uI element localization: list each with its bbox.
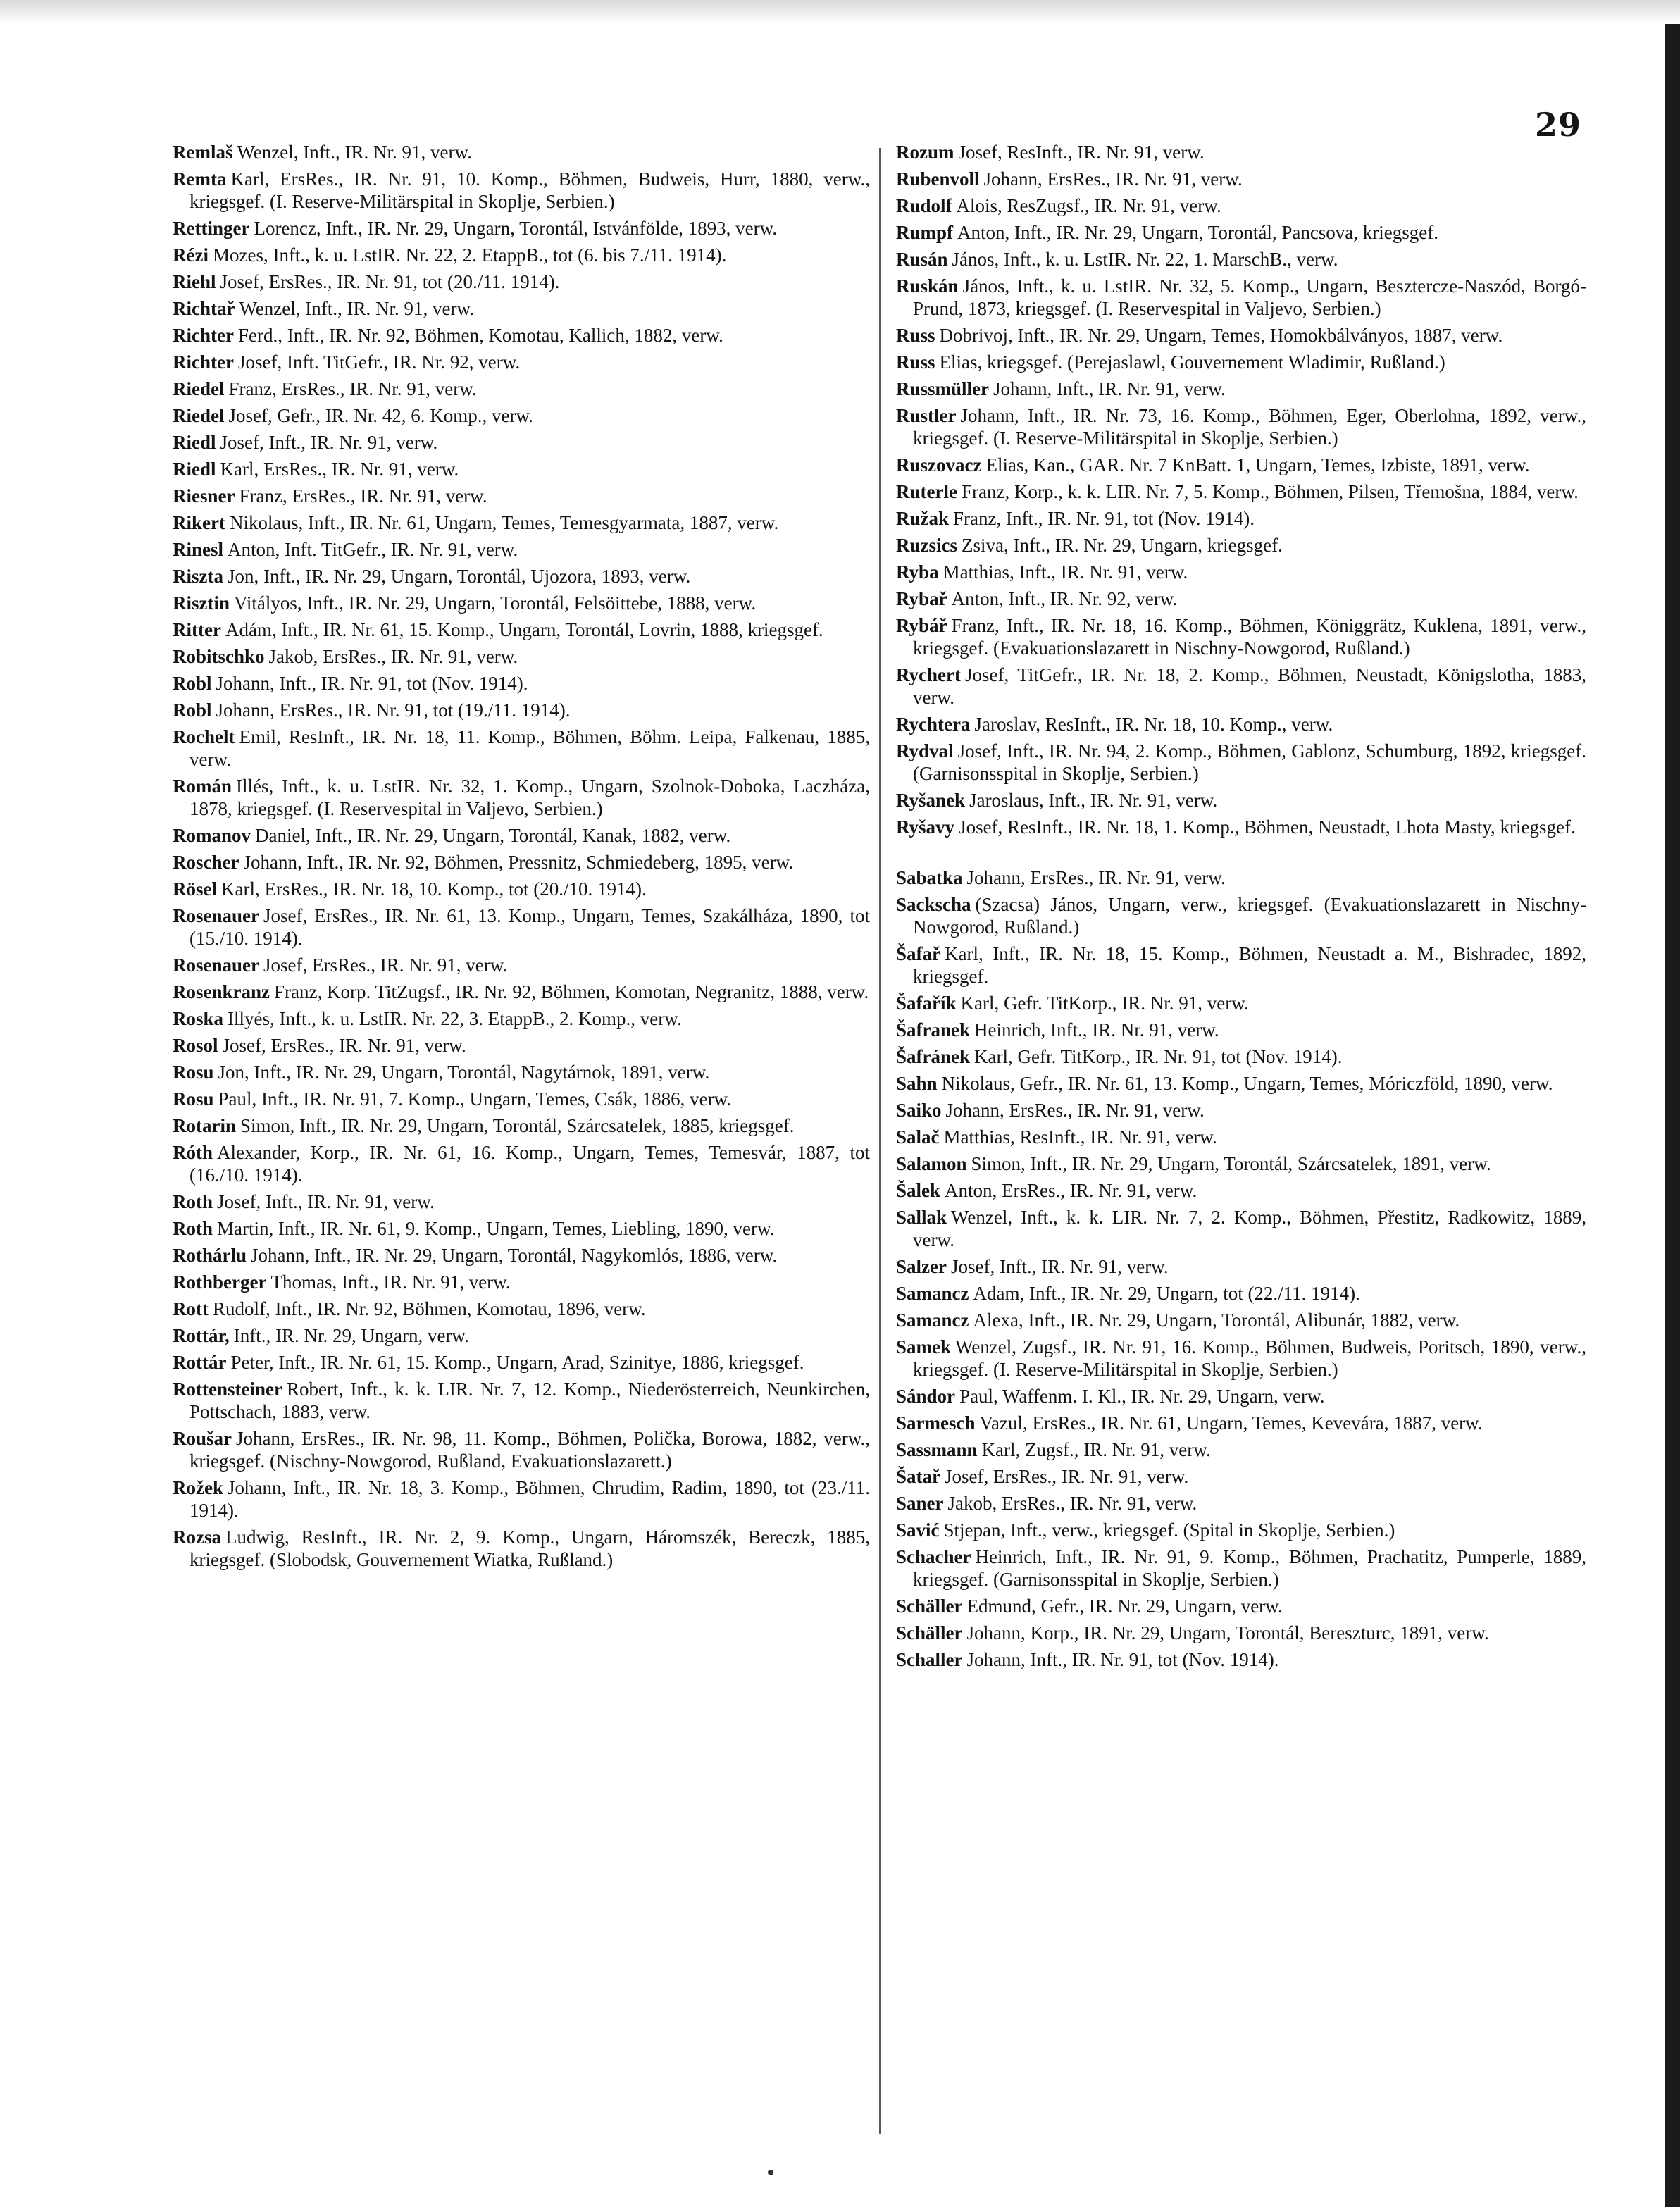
entry-surname: Riedel <box>173 378 225 399</box>
register-entry <box>896 816 1586 838</box>
entry-details: Anton, Inft. TitGefr., IR. Nr. 91, verw. <box>228 539 518 560</box>
entry-details: Johann, ErsRes., IR. Nr. 98, 11. Komp., Böhmen, Polička, Borowa, 1882, verw., kriegsgef. (Nischny-Nowgorod, Rußland, Evakuationslazarett.) <box>189 1428 870 1472</box>
entry-surname: Russ <box>896 325 935 346</box>
entry-details: Franz, ErsRes., IR. Nr. 91, verw. <box>228 378 477 399</box>
entry-details: Nikolaus, Inft., IR. Nr. 61, Ungarn, Temes, Temesgyarmata, 1887, verw. <box>229 512 779 533</box>
entry-details: Illés, Inft., k. u. LstIR. Nr. 32, 1. Komp., Ungarn, Szolnok-Doboka, Laczháza, 1878, kriegsgef. (I. Reservespital in Valjevo, Serbien.) <box>189 776 870 819</box>
register-entry <box>896 1519 1586 1541</box>
register-entry <box>896 1282 1586 1305</box>
register-entry <box>896 248 1586 271</box>
entry-surname: Rotarin <box>173 1115 236 1136</box>
entry-surname: Sarmesch <box>896 1412 976 1434</box>
entry-details: Alois, ResZugsf., IR. Nr. 91, verw. <box>956 195 1221 216</box>
register-entry <box>896 713 1586 735</box>
entry-details: Josef, TitGefr., IR. Nr. 18, 2. Komp., Böhmen, Neustadt, Königslotha, 1883, verw. <box>913 664 1586 708</box>
entry-surname: Schäller <box>896 1596 963 1617</box>
register-entry <box>173 1324 870 1347</box>
entry-surname: Samek <box>896 1336 952 1357</box>
entry-surname: Rikert <box>173 512 225 533</box>
register-entry <box>896 1622 1586 1644</box>
entry-details: Elias, Kan., GAR. Nr. 7 KnBatt. 1, Ungarn, Temes, Izbiste, 1891, verw. <box>985 454 1530 475</box>
entry-details: Franz, Inft., IR. Nr. 91, tot (Nov. 1914). <box>953 508 1255 529</box>
register-entry <box>896 943 1586 988</box>
entry-details: Jakob, ErsRes., IR. Nr. 91, verw. <box>268 646 518 667</box>
entry-surname: Rottensteiner <box>173 1379 282 1400</box>
register-entry <box>173 565 870 588</box>
entry-surname: Saner <box>896 1493 944 1514</box>
register-entry <box>173 1007 870 1030</box>
register-entry <box>896 194 1586 217</box>
entry-surname: Ruskán <box>896 275 959 297</box>
entry-details: Josef, ErsRes., IR. Nr. 61, 13. Komp., Ungarn, Temes, Szakálháza, 1890, tot (15./10. 1914). <box>189 905 870 949</box>
entry-surname: Richtař <box>173 298 235 319</box>
entry-surname: Salamon <box>896 1153 967 1174</box>
entry-surname: Salzer <box>896 1256 947 1277</box>
register-entry <box>896 1438 1586 1461</box>
entry-surname: Robl <box>173 700 212 721</box>
entry-details: Thomas, Inft., IR. Nr. 91, verw. <box>270 1272 511 1293</box>
entry-surname: Riedel <box>173 405 225 426</box>
register-entry <box>896 664 1586 709</box>
entry-details: Josef, ErsRes., IR. Nr. 91, verw. <box>222 1035 466 1056</box>
entry-surname: Rubenvoll <box>896 168 980 189</box>
entry-surname: Roscher <box>173 852 239 873</box>
entry-surname: Rettinger <box>173 218 250 239</box>
register-entry <box>173 1217 870 1240</box>
entry-details: Matthias, ResInft., IR. Nr. 91, verw. <box>943 1126 1217 1148</box>
entry-details: Johann, Inft., IR. Nr. 18, 3. Komp., Böhmen, Chrudim, Radim, 1890, tot (23./11. 1914). <box>189 1477 870 1521</box>
entry-details: Jon, Inft., IR. Nr. 29, Ungarn, Torontál, Ujozora, 1893, verw. <box>227 566 691 587</box>
right-column <box>896 141 1586 1675</box>
entry-details: Franz, ErsRes., IR. Nr. 91, verw. <box>239 485 487 506</box>
column-divider <box>879 148 881 2134</box>
entry-details: Simon, Inft., IR. Nr. 29, Ungarn, Torontál, Szárcsatelek, 1885, kriegsgef. <box>240 1115 795 1136</box>
entry-surname: Rychtera <box>896 714 971 735</box>
entry-details: Wenzel, Inft., IR. Nr. 91, verw. <box>237 142 472 163</box>
entry-details: Mozes, Inft., k. u. LstIR. Nr. 22, 2. EtappB., tot (6. bis 7./11. 1914). <box>212 244 727 266</box>
entry-details: Jakob, ErsRes., IR. Nr. 91, verw. <box>947 1493 1197 1514</box>
entry-details: Ludwig, ResInft., IR. Nr. 2, 9. Komp., Ungarn, Háromszék, Bereczk, 1885, kriegsgef. (Slobodsk, Gouvernement Wiatka, Rußland.) <box>189 1527 870 1570</box>
entry-details: Johann, ErsRes., IR. Nr. 91, verw. <box>966 867 1226 888</box>
entry-details: Karl, Gefr. TitKorp., IR. Nr. 91, tot (Nov. 1914). <box>974 1046 1343 1067</box>
register-entry <box>896 1045 1586 1068</box>
entry-details: Johann, Inft., IR. Nr. 73, 16. Komp., Böhmen, Eger, Oberlohna, 1892, verw., kriegsgef. (I. Reserve-Militärspital in Skoplje, Serbien.) <box>913 405 1586 449</box>
register-entry <box>896 404 1586 449</box>
entry-details: Edmund, Gefr., IR. Nr. 29, Ungarn, verw. <box>966 1596 1283 1617</box>
entry-surname: Rožek <box>173 1477 223 1498</box>
entry-surname: Rinesl <box>173 539 224 560</box>
entry-details: Lorencz, Inft., IR. Nr. 29, Ungarn, Torontál, Istvánfölde, 1893, verw. <box>254 218 778 239</box>
entry-details: Wenzel, Zugsf., IR. Nr. 91, 16. Komp., Böhmen, Budweis, Poritsch, 1890, verw., kriegsgef. (I. Reserve-Militärspital in Skoplje, Serbien.) <box>913 1336 1586 1380</box>
entry-surname: Risztin <box>173 592 230 614</box>
entry-details: Johann, ErsRes., IR. Nr. 91, verw. <box>983 168 1243 189</box>
right-column-s-section <box>896 866 1586 1671</box>
entry-details: Daniel, Inft., IR. Nr. 29, Ungarn, Torontál, Kanak, 1882, verw. <box>255 825 731 846</box>
entry-details: Johann, Inft., IR. Nr. 92, Böhmen, Pressnitz, Schmiedeberg, 1895, verw. <box>243 852 794 873</box>
entry-surname: Rosu <box>173 1088 214 1109</box>
register-entry <box>173 592 870 614</box>
register-entry <box>173 271 870 293</box>
entry-details: Adam, Inft., IR. Nr. 29, Ungarn, tot (22./11. 1914). <box>973 1283 1360 1304</box>
entry-surname: Ruterle <box>896 481 957 502</box>
scan-shadow <box>0 0 1680 24</box>
register-entry <box>896 351 1586 373</box>
register-entry <box>896 378 1586 400</box>
register-entry <box>896 1595 1586 1617</box>
entry-surname: Šalek <box>896 1180 941 1201</box>
entry-surname: Riedl <box>173 432 216 453</box>
entry-surname: Rösel <box>173 878 217 900</box>
register-entry <box>896 1072 1586 1095</box>
entry-details: Jaroslaus, Inft., IR. Nr. 91, verw. <box>969 790 1218 811</box>
entry-surname: Rottár, <box>173 1325 230 1346</box>
entry-surname: Schäller <box>896 1622 963 1643</box>
entry-details: Matthias, Inft., IR. Nr. 91, verw. <box>942 561 1188 583</box>
entry-surname: Sassmann <box>896 1439 978 1460</box>
register-entry <box>896 168 1586 190</box>
entry-details: Adám, Inft., IR. Nr. 61, 15. Komp., Ungarn, Torontál, Lovrin, 1888, kriegsgef. <box>225 619 823 640</box>
entry-details: Elias, kriegsgef. (Perejaslawl, Gouvernement Wladimir, Rußland.) <box>939 352 1445 373</box>
entry-surname: Samancz <box>896 1283 969 1304</box>
entry-details: Josef, ErsRes., IR. Nr. 91, tot (20./11. 1914). <box>220 271 560 292</box>
entry-surname: Rybař <box>896 588 947 609</box>
entry-details: Paul, Inft., IR. Nr. 91, 7. Komp., Ungarn, Temes, Csák, 1886, verw. <box>218 1088 732 1109</box>
register-entry <box>896 275 1586 320</box>
register-entry <box>173 1378 870 1423</box>
register-entry <box>896 1019 1586 1041</box>
entry-surname: Romanov <box>173 825 251 846</box>
register-entry <box>896 992 1586 1014</box>
entry-surname: Sackscha <box>896 894 971 915</box>
entry-details: Emil, ResInft., IR. Nr. 18, 11. Komp., Böhmen, Böhm. Leipa, Falkenau, 1885, verw. <box>189 726 870 770</box>
register-entry <box>896 1412 1586 1434</box>
register-entry <box>173 404 870 427</box>
register-entry <box>896 1385 1586 1407</box>
entry-surname: Rothárlu <box>173 1245 247 1266</box>
entry-details: Robert, Inft., k. k. LIR. Nr. 7, 12. Komp., Niederösterreich, Neunkirchen, Pottschach, 1883, verw. <box>189 1379 870 1422</box>
section-gap <box>896 843 1586 866</box>
register-entry <box>896 1099 1586 1121</box>
entry-details: Vazul, ErsRes., IR. Nr. 61, Ungarn, Temes, Kevevára, 1887, verw. <box>979 1412 1483 1434</box>
entry-details: Johann, Inft., IR. Nr. 29, Ungarn, Torontál, Nagykomlós, 1886, verw. <box>251 1245 778 1266</box>
entry-surname: Šafařík <box>896 993 957 1014</box>
entry-surname: Ritter <box>173 619 221 640</box>
entry-details: Heinrich, Inft., IR. Nr. 91, verw. <box>974 1019 1219 1040</box>
entry-details: Rudolf, Inft., IR. Nr. 92, Böhmen, Komotau, 1896, verw. <box>212 1298 646 1319</box>
entry-surname: Remlaš <box>173 142 233 163</box>
entry-details: Karl, ErsRes., IR. Nr. 91, verw. <box>220 459 459 480</box>
register-entry <box>173 672 870 695</box>
register-entry <box>896 740 1586 785</box>
entry-surname: Roth <box>173 1218 213 1239</box>
entry-surname: Ruzsics <box>896 535 957 556</box>
register-entry <box>896 1255 1586 1278</box>
entry-details: Johann, Inft., IR. Nr. 91, tot (Nov. 1914). <box>966 1649 1279 1670</box>
entry-surname: Rézi <box>173 244 209 266</box>
entry-surname: Richter <box>173 325 234 346</box>
entry-details: Peter, Inft., IR. Nr. 61, 15. Komp., Ungarn, Arad, Szinitye, 1886, kriegsgef. <box>230 1352 804 1373</box>
entry-details: Jon, Inft., IR. Nr. 29, Ungarn, Torontál, Nagytárnok, 1891, verw. <box>218 1062 710 1083</box>
register-entry <box>896 1309 1586 1331</box>
entry-surname: Riszta <box>173 566 223 587</box>
register-entry <box>173 431 870 454</box>
entry-surname: Sahn <box>896 1073 938 1094</box>
register-entry <box>173 981 870 1003</box>
register-entry <box>896 561 1586 583</box>
entry-surname: Sándor <box>896 1386 956 1407</box>
entry-details: Zsiva, Inft., IR. Nr. 29, Ungarn, kriegsgef. <box>962 535 1283 556</box>
register-entry <box>173 297 870 320</box>
register-entry <box>173 645 870 668</box>
entry-surname: Savić <box>896 1519 940 1541</box>
register-entry <box>896 221 1586 244</box>
register-entry <box>173 1244 870 1267</box>
right-column-r-section <box>896 141 1586 838</box>
entry-surname: Riedl <box>173 459 216 480</box>
register-entry <box>896 507 1586 530</box>
entry-details: Vitályos, Inft., IR. Nr. 29, Ungarn, Torontál, Felsöittebe, 1888, verw. <box>234 592 757 614</box>
register-entry <box>173 726 870 771</box>
entry-surname: Rothberger <box>173 1272 267 1293</box>
register-entry <box>896 1546 1586 1591</box>
entry-surname: Ryba <box>896 561 939 583</box>
register-entry <box>896 324 1586 347</box>
register-entry <box>173 458 870 480</box>
register-entry <box>173 1351 870 1374</box>
register-entry <box>896 1152 1586 1175</box>
entry-surname: Ružak <box>896 508 950 529</box>
entry-surname: Robl <box>173 673 212 694</box>
entry-surname: Rybář <box>896 615 947 636</box>
entry-details: Josef, ErsRes., IR. Nr. 91, verw. <box>945 1466 1189 1487</box>
register-entry <box>173 141 870 163</box>
entry-details: Wenzel, Inft., IR. Nr. 91, verw. <box>239 298 474 319</box>
register-entry <box>896 1492 1586 1515</box>
register-entry <box>173 618 870 641</box>
entry-surname: Richter <box>173 352 234 373</box>
entry-surname: Roušar <box>173 1428 232 1449</box>
entry-details: Illyés, Inft., k. u. LstIR. Nr. 22, 3. EtappB., 2. Komp., verw. <box>228 1008 682 1029</box>
entry-details: Anton, Inft., IR. Nr. 92, verw. <box>951 588 1178 609</box>
entry-surname: Salač <box>896 1126 940 1148</box>
register-entry <box>173 351 870 373</box>
register-entry <box>896 534 1586 557</box>
register-entry <box>896 1648 1586 1671</box>
entry-details: Alexander, Korp., IR. Nr. 61, 16. Komp., Ungarn, Temes, Temesvár, 1887, tot (16./10. 1914). <box>189 1142 870 1186</box>
entry-details: Karl, Gefr. TitKorp., IR. Nr. 91, verw. <box>960 993 1249 1014</box>
entry-surname: Róth <box>173 1142 213 1163</box>
entry-details: Josef, ErsRes., IR. Nr. 91, verw. <box>263 955 508 976</box>
register-entry <box>896 789 1586 812</box>
register-entry <box>173 878 870 900</box>
register-entry <box>896 1179 1586 1202</box>
entry-surname: Rosenauer <box>173 955 259 976</box>
entry-details: Josef, ResInft., IR. Nr. 91, verw. <box>958 142 1205 163</box>
register-entry <box>173 1061 870 1083</box>
register-entry <box>173 244 870 266</box>
entry-surname: Robitschko <box>173 646 265 667</box>
entry-details: Josef, Inft., IR. Nr. 91, verw. <box>217 1191 435 1212</box>
entry-surname: Rottár <box>173 1352 227 1373</box>
entry-details: Johann, ErsRes., IR. Nr. 91, tot (19./11. 1914). <box>216 700 571 721</box>
entry-surname: Rosenauer <box>173 905 259 926</box>
entry-surname: Rott <box>173 1298 209 1319</box>
entry-details: Josef, Inft., IR. Nr. 91, verw. <box>220 432 438 453</box>
entry-details: Franz, Korp. TitZugsf., IR. Nr. 92, Böhmen, Komotan, Negranitz, 1888, verw. <box>274 981 869 1002</box>
register-entry <box>173 538 870 561</box>
entry-details: Anton, ErsRes., IR. Nr. 91, verw. <box>945 1180 1197 1201</box>
register-entry <box>173 1114 870 1137</box>
register-entry <box>173 1526 870 1571</box>
register-entry <box>173 851 870 874</box>
entry-details: Dobrivoj, Inft., IR. Nr. 29, Ungarn, Temes, Homokbálványos, 1887, verw. <box>939 325 1503 346</box>
entry-details: Josef, Gefr., IR. Nr. 42, 6. Komp., verw. <box>228 405 533 426</box>
register-entry <box>173 511 870 534</box>
register-entry <box>173 954 870 976</box>
register-entry <box>896 1336 1586 1381</box>
entry-surname: Saiko <box>896 1100 942 1121</box>
entry-surname: Rustler <box>896 405 957 426</box>
register-entry <box>173 168 870 213</box>
register-entry <box>173 1088 870 1110</box>
entry-details: Inft., IR. Nr. 29, Ungarn, verw. <box>233 1325 469 1346</box>
register-entry <box>896 1126 1586 1148</box>
entry-surname: Samancz <box>896 1310 969 1331</box>
entry-details: Josef, Inft., IR. Nr. 91, verw. <box>950 1256 1169 1277</box>
register-entry <box>173 1034 870 1057</box>
register-entry <box>173 1141 870 1186</box>
register-entry <box>173 904 870 950</box>
entry-surname: Šafránek <box>896 1046 971 1067</box>
register-entry <box>173 1298 870 1320</box>
entry-surname: Riehl <box>173 271 216 292</box>
entry-surname: Roska <box>173 1008 224 1029</box>
register-entry <box>896 893 1586 938</box>
entry-details: Josef, Inft., IR. Nr. 94, 2. Komp., Böhmen, Gablonz, Schumburg, 1892, kriegsgef. (Garnisonsspital in Skoplje, Serbien.) <box>913 740 1586 784</box>
entry-surname: Rozsa <box>173 1527 221 1548</box>
entry-surname: Schaller <box>896 1649 963 1670</box>
entry-details: Wenzel, Inft., k. k. LIR. Nr. 7, 2. Komp., Böhmen, Přestitz, Radkowitz, 1889, verw. <box>913 1207 1586 1250</box>
entry-surname: Remta <box>173 168 227 189</box>
entry-details: Karl, ErsRes., IR. Nr. 91, 10. Komp., Böhmen, Budweis, Hurr, 1880, verw., kriegsgef. (I. Reserve-Militärspital in Skoplje, Serbien.) <box>189 168 870 212</box>
entry-details: Ferd., Inft., IR. Nr. 92, Böhmen, Komotau, Kallich, 1882, verw. <box>237 325 723 346</box>
register-entry <box>173 1271 870 1293</box>
entry-details: Johann, ErsRes., IR. Nr. 91, verw. <box>945 1100 1205 1121</box>
entry-details: Anton, Inft., IR. Nr. 29, Ungarn, Torontál, Pancsova, kriegsgef. <box>957 222 1439 243</box>
page-number: 29 <box>1534 106 1581 144</box>
register-entry <box>896 866 1586 889</box>
entry-details: Paul, Waffenm. I. Kl., IR. Nr. 29, Ungarn, verw. <box>959 1386 1325 1407</box>
register-entry <box>173 378 870 400</box>
register-entry <box>173 485 870 507</box>
entry-details: Alexa, Inft., IR. Nr. 29, Ungarn, Torontál, Alibunár, 1882, verw. <box>973 1310 1460 1331</box>
footer-mark <box>768 2170 773 2175</box>
entry-surname: Rychert <box>896 664 962 685</box>
entry-surname: Rudolf <box>896 195 952 216</box>
register-entry <box>173 1427 870 1472</box>
entry-surname: Šafranek <box>896 1019 971 1040</box>
entry-surname: Russmüller <box>896 378 990 399</box>
entry-details: Josef, ResInft., IR. Nr. 18, 1. Komp., Böhmen, Neustadt, Lhota Masty, kriegsgef. <box>959 816 1576 838</box>
entry-surname: Rosu <box>173 1062 214 1083</box>
register-entry <box>896 588 1586 610</box>
entry-details: (Szacsa) János, Ungarn, verw., kriegsgef. (Evakuationslazarett in Nischny-Nowgorod, Rußland.) <box>913 894 1586 938</box>
register-entry <box>896 614 1586 659</box>
entry-surname: Rozum <box>896 142 954 163</box>
register-entry <box>173 699 870 721</box>
entry-details: Johann, Korp., IR. Nr. 29, Ungarn, Torontál, Bereszturc, 1891, verw. <box>966 1622 1489 1643</box>
left-column <box>173 141 870 1575</box>
entry-surname: Sallak <box>896 1207 947 1228</box>
entry-surname: Román <box>173 776 232 797</box>
entry-details: Franz, Inft., IR. Nr. 18, 16. Komp., Böhmen, Königgrätz, Kuklena, 1891, verw., kriegsgef. (Evakuationslazarett in Nischny-Nowgorod, Rußland.) <box>913 615 1586 659</box>
entry-surname: Rumpf <box>896 222 954 243</box>
entry-details: Karl, ErsRes., IR. Nr. 18, 10. Komp., tot (20./10. 1914). <box>221 878 647 900</box>
register-entry <box>173 1476 870 1522</box>
register-entry <box>173 775 870 820</box>
entry-details: Franz, Korp., k. k. LIR. Nr. 7, 5. Komp., Böhmen, Pilsen, Třemošna, 1884, verw. <box>961 481 1579 502</box>
register-entry <box>173 324 870 347</box>
entry-details: Martin, Inft., IR. Nr. 61, 9. Komp., Ungarn, Temes, Liebling, 1890, verw. <box>217 1218 775 1239</box>
entry-surname: Riesner <box>173 485 235 506</box>
entry-surname: Rusán <box>896 249 948 270</box>
entry-details: Heinrich, Inft., IR. Nr. 91, 9. Komp., Böhmen, Prachatitz, Pumperle, 1889, kriegsgef. (Garnisonsspital in Skoplje, Serbien.) <box>913 1546 1586 1590</box>
register-entry <box>896 141 1586 163</box>
entry-details: Josef, Inft. TitGefr., IR. Nr. 92, verw. <box>237 352 521 373</box>
entry-surname: Rosol <box>173 1035 218 1056</box>
entry-details: János, Inft., k. u. LstIR. Nr. 32, 5. Komp., Ungarn, Besztercze-Naszód, Borgó-Prund, 1873, kriegsgef. (I. Reservespital in Valjevo, Serbien.) <box>913 275 1586 319</box>
entry-surname: Ryšanek <box>896 790 966 811</box>
register-entry <box>896 480 1586 503</box>
register-entry <box>173 824 870 847</box>
entry-surname: Šafař <box>896 943 940 964</box>
entry-details: Karl, Zugsf., IR. Nr. 91, verw. <box>981 1439 1211 1460</box>
entry-details: Karl, Inft., IR. Nr. 18, 15. Komp., Böhmen, Neustadt a. M., Bishradec, 1892, kriegsgef. <box>913 943 1586 987</box>
entry-surname: Sabatka <box>896 867 963 888</box>
register-entry <box>896 1206 1586 1251</box>
register-entry <box>896 454 1586 476</box>
entry-details: Stjepan, Inft., verw., kriegsgef. (Spital in Skoplje, Serbien.) <box>943 1519 1395 1541</box>
entry-details: János, Inft., k. u. LstIR. Nr. 22, 1. MarschB., verw. <box>952 249 1338 270</box>
entry-surname: Roth <box>173 1191 213 1212</box>
entry-details: Johann, Inft., IR. Nr. 91, verw. <box>993 378 1226 399</box>
entry-details: Jaroslav, ResInft., IR. Nr. 18, 10. Komp., verw. <box>974 714 1333 735</box>
entry-details: Johann, Inft., IR. Nr. 91, tot (Nov. 1914). <box>216 673 528 694</box>
entry-surname: Schacher <box>896 1546 971 1567</box>
entry-details: Nikolaus, Gefr., IR. Nr. 61, 13. Komp., Ungarn, Temes, Móriczföld, 1890, verw. <box>941 1073 1553 1094</box>
register-entry <box>896 1465 1586 1488</box>
register-entry <box>173 217 870 240</box>
entry-surname: Šatař <box>896 1466 940 1487</box>
entry-details: Simon, Inft., IR. Nr. 29, Ungarn, Torontál, Szárcsatelek, 1891, verw. <box>971 1153 1491 1174</box>
register-entry <box>173 1190 870 1213</box>
entry-surname: Rydval <box>896 740 954 761</box>
entry-surname: Ruszovacz <box>896 454 982 475</box>
entry-surname: Russ <box>896 352 935 373</box>
entry-surname: Ryšavy <box>896 816 955 838</box>
entry-surname: Rochelt <box>173 726 235 747</box>
entry-surname: Rosenkranz <box>173 981 270 1002</box>
